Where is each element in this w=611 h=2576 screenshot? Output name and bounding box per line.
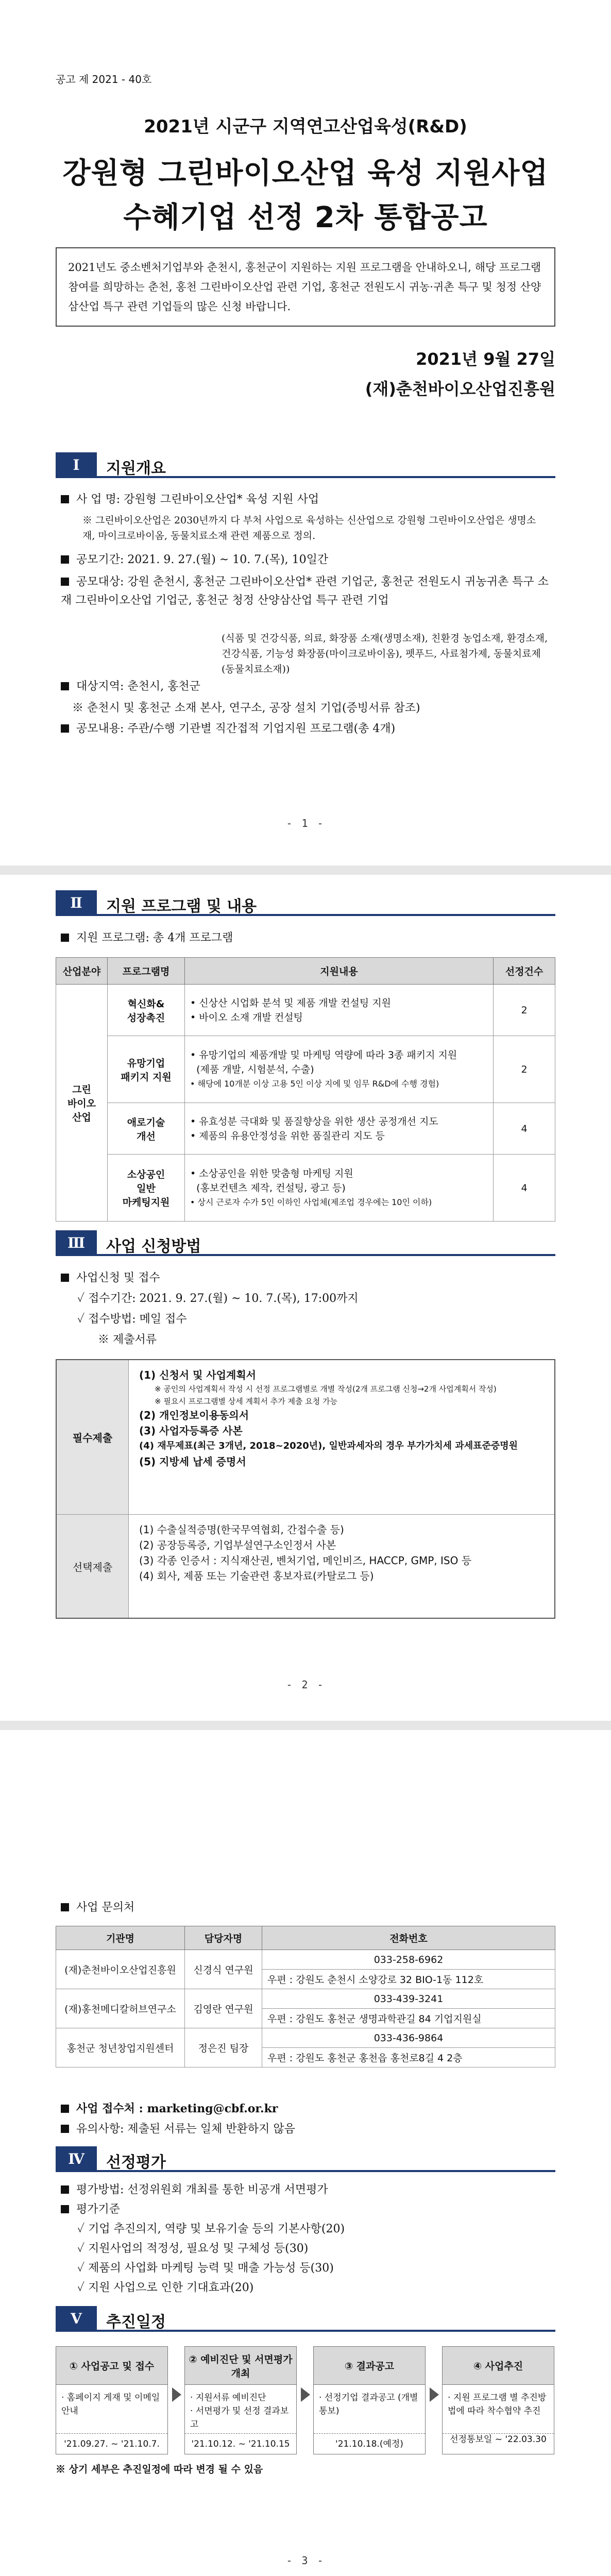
arrow-right-icon (172, 2387, 181, 2402)
program-count: 2 (494, 1036, 555, 1103)
step-date: '21.10.18.(예정) (314, 2433, 425, 2454)
item-target: 공모대상: 강원 춘천시, 홍천군 그린바이오산업* 관련 기업군, 홍천군 전원도시 귀농귀촌 특구 소재 그린바이오산업 기업군, 홍천군 청정 산양삼산업 특구 관련 기업 (61, 575, 549, 607)
item-region-note: ※ 춘천시 및 홍천군 소재 본사, 연구소, 공장 설치 기업(증빙서류 참조) (72, 702, 420, 715)
schedule-steps (56, 2346, 555, 2470)
program-content (185, 985, 494, 1036)
contact-phone: 033-258-6962 (262, 1950, 555, 1970)
bullet-square-icon (61, 578, 69, 586)
schedule-step (184, 2346, 297, 2454)
table-row (56, 2028, 555, 2048)
bullet-square-icon (61, 2125, 69, 2133)
section-2-header (56, 890, 555, 916)
section-number: Ⅲ (56, 1230, 97, 1256)
notice-date: 2021년 9월 27일 (416, 349, 555, 369)
bullet-square-icon (61, 934, 69, 942)
required-docs-row (57, 1360, 554, 1515)
doc-line: (3) 사업자등록증 사본 (139, 1425, 243, 1437)
industry-cell: 그린 바이오 산업 (56, 985, 108, 1222)
section-4-header (56, 2146, 555, 2172)
step-body: · 지원서류 예비진단 · 서면평가 및 선정 결과보고 (190, 2393, 289, 2430)
table-row (56, 1036, 555, 1103)
item-region: 대상지역: 춘천시, 홍천군 (61, 679, 200, 694)
col-header: 지원내용 (185, 958, 494, 985)
contact-person: 정은진 팀장 (185, 2028, 262, 2067)
item-business-name: 사 업 명: 강원형 그린바이오산업* 육성 지원 사업 (61, 492, 319, 507)
doc-note: ※ 필요시 프로그램별 상세 계획서 추가 제출 요청 가능 (155, 1397, 338, 1406)
intro-box: 2021년도 중소벤처기업부와 춘천시, 홍천군이 지원하는 지원 프로그램을 안내하오니, 해당 프로그램 참여를 희망하는 춘천, 홍천 그린바이오산업 관련 기업, 홍천군 전원도시 귀농·귀촌 특구 및 청정 산양삼산업 특구 관련 기업들의 많은 신청 바랍니다. (56, 247, 555, 327)
contact-phone: 033-436-9864 (262, 2028, 555, 2048)
doc-line: (5) 지방세 납세 증명서 (139, 1455, 246, 1468)
bullet-square-icon (61, 2205, 69, 2213)
doc-line: (1) 수출실적증명(한국무역협회, 간접수출 등) (139, 1523, 344, 1536)
section-5-header (56, 2306, 555, 2332)
section-3-header (56, 1230, 555, 1256)
program-table (56, 957, 555, 1222)
apply-period: ✓ 접수기간: 2021. 9. 27.(월) ~ 10. 7.(목), 17:00까지 (77, 1292, 359, 1305)
doc-line: (4) 회사, 제품 또는 기술관련 홍보자료(카탈로그 등) (139, 1570, 374, 1582)
program-content (185, 1155, 494, 1222)
list-item: • 상시 근로자 수가 5인 이하인 사업체(제조업 경우에는 10인 이하) (190, 1197, 432, 1207)
doc-line: (4) 재무제표(최근 3개년, 2018~2020년), 일반과세자의 경우 부가가치세 과세표준증명원 (139, 1440, 518, 1451)
doc-line: (3) 각종 인증서 : 지식재산권, 벤처기업, 메인비즈, HACCP, GMP, ISO 등 (139, 1554, 472, 1567)
section-number: Ⅱ (56, 890, 97, 916)
page-3 (0, 1730, 611, 2576)
page-number: - 1 - (286, 817, 325, 829)
program-name: 유망기업 패키지 지원 (108, 1036, 185, 1103)
step-date: '21.10.12. ~ '21.10.15 (185, 2433, 296, 2454)
section-number: Ⅴ (56, 2306, 97, 2332)
contact-address: 우편 : 강원도 홍천군 홍천읍 홍천로8길 4 2층 (262, 2048, 555, 2067)
contact-person: 김영란 연구원 (185, 1989, 262, 2028)
program-name: 소상공인 일반 마케팅지원 (108, 1155, 185, 1222)
title-small: 2021년 시군구 지역연고산업육성(R&D) (144, 116, 467, 137)
contact-org: 홍천군 청년창업지원센터 (56, 2028, 185, 2067)
list-item: • 신상산 시업화 분석 및 제품 개발 컨설팅 지원 (190, 997, 391, 1009)
table-row (56, 1155, 555, 1222)
section-title: 지원개요 (106, 460, 166, 478)
page-separator (0, 866, 611, 875)
item-period: 공모기간: 2021. 9. 27.(월) ~ 10. 7.(목), 10일간 (61, 552, 328, 568)
list-item: (제품 개발, 시험분석, 수출) (196, 1063, 314, 1075)
eval-criterion: ✓ 지원사업의 적정성, 필요성 및 구체성 등(30) (77, 2242, 309, 2255)
section-number: Ⅰ (56, 452, 97, 478)
program-name: 혁신화& 성장촉진 (108, 985, 185, 1036)
step-date: '21.09.27. ~ '21.10.7. (56, 2433, 167, 2454)
contact-address: 우편 : 강원도 춘천시 소양강로 32 BIO-1동 112호 (262, 1970, 555, 1989)
list-item: • 제품의 유용안정성을 위한 품질관리 지도 등 (190, 1130, 385, 1142)
table-header-row (56, 1926, 555, 1950)
bullet-square-icon (61, 1274, 69, 1282)
list-item: • 유망기업의 제품개발 및 마케팅 역량에 따라 3종 패키지 지원 (190, 1049, 457, 1061)
program-intro: 지원 프로그램: 총 4개 프로그램 (61, 930, 233, 946)
documents-box (56, 1359, 555, 1619)
table-row (56, 1103, 555, 1155)
item-content: 공모내용: 주관/수행 기관별 직간접적 기업지원 프로그램(총 4개) (61, 721, 395, 737)
contacts-title: 사업 문의처 (61, 1900, 134, 1916)
program-content (185, 1036, 494, 1103)
title-big-line-1: 강원형 그린바이오산업 육성 지원사업 (62, 157, 549, 190)
table-row (56, 985, 555, 1036)
col-header: 담당자명 (185, 1926, 262, 1950)
bullet-square-icon (61, 2185, 69, 2194)
col-header: 기관명 (56, 1926, 185, 1950)
bullet-square-icon (61, 495, 69, 503)
optional-label: 선택제출 (57, 1515, 129, 1618)
section-title: 추진일정 (106, 2313, 166, 2331)
eval-criterion: ✓ 기업 추진의지, 역량 및 보유기술 등의 기본사항(20) (77, 2223, 345, 2235)
contact-person: 신경식 연구원 (185, 1950, 262, 1989)
doc-line: (2) 개인정보이용동의서 (139, 1409, 249, 1421)
item-green-bio-note: ※ 그린바이오산업은 2030년까지 다 부처 사업으로 육성하는 신산업으로 강원형 그린바이오산업은 생명소재, 마이크로바이옴, 동물치료소재 관련 제품으로 정의. (82, 515, 536, 541)
apply-method: ✓ 접수방법: 메일 접수 (77, 1313, 187, 1326)
page-number: - 2 - (286, 1679, 325, 1691)
contact-phone: 033-439-3241 (262, 1989, 555, 2009)
program-count: 2 (494, 985, 555, 1036)
program-content (185, 1103, 494, 1155)
schedule-step (442, 2346, 554, 2454)
contact-org: (재)홍천메디칼허브연구소 (56, 1989, 185, 2028)
list-item: • 소상공인을 위한 맞춤형 마케팅 지원 (190, 1167, 353, 1179)
arrow-right-icon (430, 2387, 439, 2402)
step-title: ③ 결과공고 (314, 2347, 425, 2385)
eval-criterion: ✓ 제품의 사업화 마케팅 능력 및 매출 가능성 등(30) (77, 2262, 334, 2275)
bullet-square-icon (61, 1903, 69, 1911)
title-big-line-2: 수혜기업 선정 2차 통합공고 (123, 201, 488, 234)
page-separator (0, 1721, 611, 1730)
col-header: 산업분야 (56, 958, 108, 985)
bullet-square-icon (61, 724, 69, 733)
doc-note: ※ 공인의 사업계획서 작성 시 선정 프로그램별로 개별 작성(2개 프로그램 신청→2개 사업계획서 작성) (155, 1384, 497, 1394)
page-1 (0, 0, 611, 866)
schedule-step (313, 2346, 426, 2454)
step-body: · 선정기업 결과공고 (개별통보) (319, 2393, 418, 2416)
col-header: 선정건수 (494, 958, 555, 985)
step-body: · 홈페이지 게재 및 이메일 안내 (61, 2393, 160, 2416)
list-item: • 유효성분 극대화 및 품질향상을 위한 생산 공정개선 지도 (190, 1115, 438, 1127)
arrow-right-icon (301, 2387, 310, 2402)
step-title: ① 사업공고 및 접수 (56, 2347, 167, 2385)
eval-criterion: ✓ 지원 사업으로 인한 기대효과(20) (77, 2281, 254, 2294)
table-row (56, 1950, 555, 1970)
program-count: 4 (494, 1103, 555, 1155)
required-label: 필수제출 (57, 1360, 129, 1514)
bullet-square-icon (61, 2105, 69, 2113)
apply-item: 사업신청 및 접수 (61, 1270, 160, 1286)
schedule-step (56, 2346, 168, 2454)
bullet-square-icon (61, 682, 69, 690)
schedule-note: ※ 상기 세부은 추진일정에 따라 변경 될 수 있음 (56, 2464, 263, 2475)
issuing-org: (재)춘천바이오산업진흥원 (365, 379, 555, 399)
step-date: 선정통보일 ~ '22.03.30 (443, 2433, 554, 2454)
col-header: 전화번호 (262, 1926, 555, 1950)
section-number: Ⅳ (56, 2146, 97, 2172)
eval-criteria: 평가기준 (61, 2202, 120, 2217)
contacts-table (56, 1926, 555, 2067)
page-2 (0, 875, 611, 1730)
step-body: · 지원 프로그램 별 추진방법에 따라 착수협약 추진 (448, 2393, 547, 2416)
bullet-square-icon (61, 555, 69, 564)
section-title: 지원 프로그램 및 내용 (106, 897, 257, 916)
notice-number: 공고 제 2021 - 40호 (56, 73, 152, 86)
table-row (56, 1989, 555, 2009)
list-item: (홍보컨텐츠 제작, 컨설팅, 광고 등) (196, 1182, 346, 1194)
doc-line: (2) 공장등록증, 기업부설연구소인정서 사본 (139, 1539, 336, 1551)
email-line: 사업 접수처 : marketing@cbf.or.kr (61, 2101, 278, 2116)
eval-method: 평가방법: 선정위원회 개최를 통한 비공개 서면평가 (61, 2182, 328, 2198)
program-name: 애로기술 개선 (108, 1103, 185, 1155)
section-title: 사업 신청방법 (106, 1238, 201, 1256)
doc-line: (1) 신청서 및 사업계획서 (139, 1369, 256, 1381)
contact-org: (재)춘천바이오산업진흥원 (56, 1950, 185, 1989)
contact-address: 우편 : 강원도 홍천군 생명과학관길 84 기업지원실 (262, 2009, 555, 2028)
table-header-row (56, 958, 555, 985)
step-title: ④ 사업추진 (443, 2347, 554, 2385)
note-line: 유의사항: 제출된 서류는 일체 반환하지 않음 (61, 2122, 295, 2137)
item-target-detail: (식품 및 건강식품, 의료, 화장품 소재(생명소재), 친환경 농업소재, 환경소재, 건강식품, 기능성 화장품(마이크로바이옴), 펫푸드, 사료첨가제, 동물치료제(동물치료소재)) (222, 633, 548, 675)
optional-docs-row (57, 1515, 554, 1618)
col-header: 프로그램명 (108, 958, 185, 985)
section-title: 선정평가 (106, 2154, 166, 2172)
page-number: - 3 - (286, 2554, 325, 2567)
program-count: 4 (494, 1155, 555, 1222)
submit-docs-label: ※ 제출서류 (98, 1333, 157, 1346)
step-title: ② 예비진단 및 서면평가 개최 (185, 2347, 296, 2385)
section-1-header (56, 452, 555, 478)
list-item: • 해당에 10개분 이상 고용 5인 이상 지에 및 임무 R&D에 수행 경험) (190, 1078, 439, 1089)
list-item: • 바이오 소재 개발 컨설팅 (190, 1011, 303, 1023)
